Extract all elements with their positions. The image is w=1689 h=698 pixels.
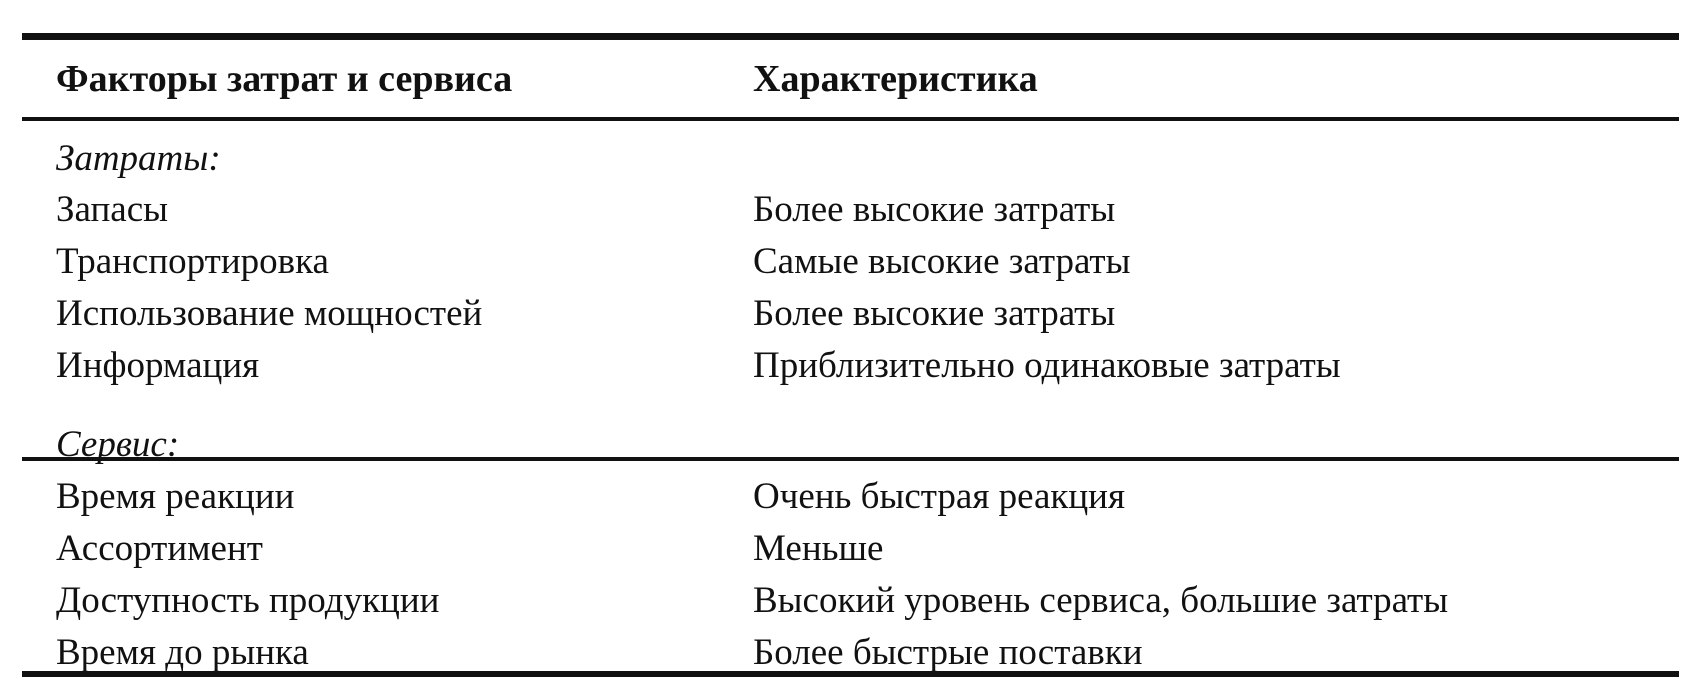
section-title-costs: Затраты: bbox=[56, 138, 221, 179]
header-characteristic: Характеристика bbox=[753, 58, 1038, 100]
section-title-service: Сервис: bbox=[56, 424, 180, 465]
table-header-rule bbox=[22, 117, 1679, 121]
table-row-characteristic: Меньше bbox=[753, 528, 884, 569]
table-row-characteristic: Самые высокие затраты bbox=[753, 241, 1131, 282]
table-row-factor: Информация bbox=[56, 345, 260, 386]
table-row-characteristic: Высокий уровень сервиса, большие затраты bbox=[753, 580, 1449, 621]
table-row-characteristic: Более высокие затраты bbox=[753, 293, 1116, 334]
table-row-characteristic: Приблизительно одинаковые затраты bbox=[753, 345, 1341, 386]
table-row-factor: Время до рынка bbox=[56, 632, 309, 673]
header-factors: Факторы затрат и сервиса bbox=[56, 58, 513, 100]
table-row-factor: Ассортимент bbox=[56, 528, 263, 569]
table-row-factor: Время реакции bbox=[56, 476, 295, 517]
table-row-characteristic: Более быстрые поставки bbox=[753, 632, 1143, 673]
table-row-factor: Запасы bbox=[56, 189, 168, 230]
cut-off-caption-text bbox=[460, 0, 470, 10]
table-row-factor: Доступность продукции bbox=[56, 580, 440, 621]
table-section-rule bbox=[22, 457, 1679, 461]
cut-off-caption bbox=[460, 0, 1440, 10]
table-row-characteristic: Очень быстрая реакция bbox=[753, 476, 1125, 517]
table-top-rule bbox=[22, 33, 1679, 40]
table-row-characteristic: Более высокие затраты bbox=[753, 189, 1116, 230]
table-row-factor: Транспортировка bbox=[56, 241, 329, 282]
table-row-factor: Использование мощностей bbox=[56, 293, 483, 334]
